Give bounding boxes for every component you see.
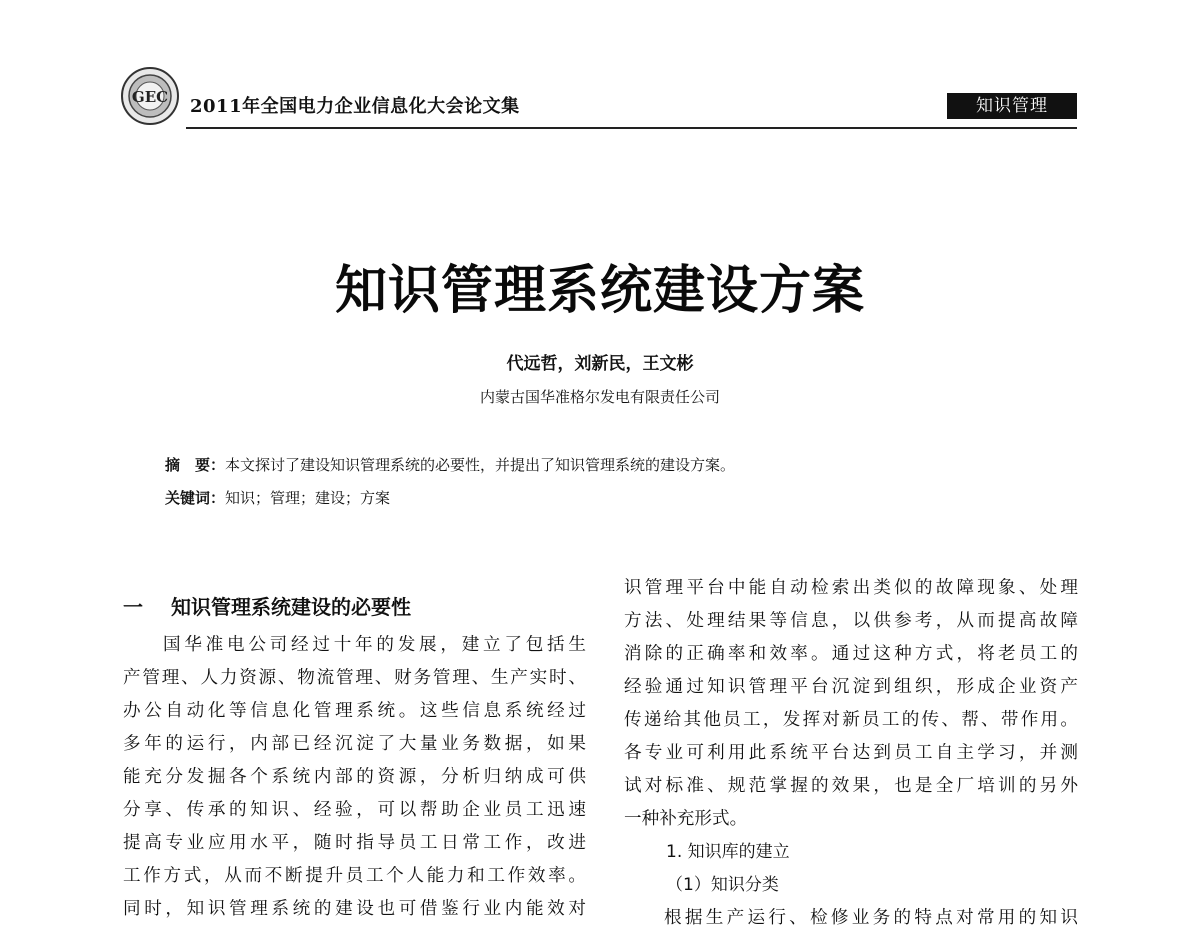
abstract-label: 摘 要： [165,456,226,474]
journal-title: 2011年全国电力企业信息化大会论文集 [190,96,520,117]
body-line: 经验通过知识管理平台沉淀到组织，形成企业资产 [624,677,1078,697]
keywords-label: 关键词： [165,489,226,507]
body-line: 同时，知识管理系统的建设也可借鉴行业内能效对 [123,899,586,919]
body-line: 提高专业应用水平，随时指导员工日常工作，改进 [123,833,586,853]
body-line: 识管理平台中能自动检索出类似的故障现象、处理 [624,578,1078,598]
body-line: 方法、处理结果等信息，以供参考，从而提高故障 [624,611,1078,631]
section-badge: 知识管理 [947,93,1077,119]
subheading-classification: （1）知识分类 [666,875,779,895]
conference-logo [120,66,180,126]
body-line: 办公自动化等信息化管理系统。这些信息系统经过 [123,701,586,721]
body-line: 工作方式，从而不断提升员工个人能力和工作效率。 [123,866,586,886]
body-line: 消除的正确率和效率。通过这种方式，将老员工的 [624,644,1078,664]
body-line: 一种补充形式。 [624,809,748,829]
body-line: 试对标准、规范掌握的效果，也是全厂培训的另外 [624,776,1078,796]
subheading-knowledge-base: 1. 知识库的建立 [666,842,790,862]
keywords [165,487,390,508]
keywords-text: 知识；管理；建设；方案 [225,489,391,507]
logo-lettering: GEC [131,88,169,106]
paper-affiliation: 内蒙古国华准格尔发电有限责任公司 [479,388,720,406]
left-column [123,585,586,926]
right-column [624,572,1078,935]
body-line: 产管理、人力资源、物流管理、财务管理、生产实时、 [123,668,586,688]
body-line: 根据生产运行、检修业务的特点对常用的知识 [664,908,1078,928]
paper-title: 知识管理系统建设方案 [334,260,865,321]
body-line: 传递给其他员工，发挥对新员工的传、帮、带作用。 [624,710,1078,730]
body-line: 分享、传承的知识、经验，可以帮助企业员工迅速 [123,800,586,820]
section-heading [123,585,586,629]
abstract-text: 本文探讨了建设知识管理系统的必要性，并提出了知识管理系统的建设方案。 [225,456,736,474]
header-rule [186,127,1077,129]
body-line: 各专业可利用此系统平台达到员工自主学习，并测 [624,743,1078,763]
body-line: 多年的运行，内部已经沉淀了大量业务数据，如果 [123,734,586,754]
abstract [165,454,735,475]
body-line: 国华准电公司经过十年的发展，建立了包括生 [163,635,586,655]
paper-authors: 代远哲，刘新民，王文彬 [506,354,694,374]
section-title: 知识管理系统建设的必要性 [171,595,411,619]
section-number: 一 [123,595,143,619]
body-line: 能充分发掘各个系统内部的资源，分析归纳成可供 [123,767,586,787]
